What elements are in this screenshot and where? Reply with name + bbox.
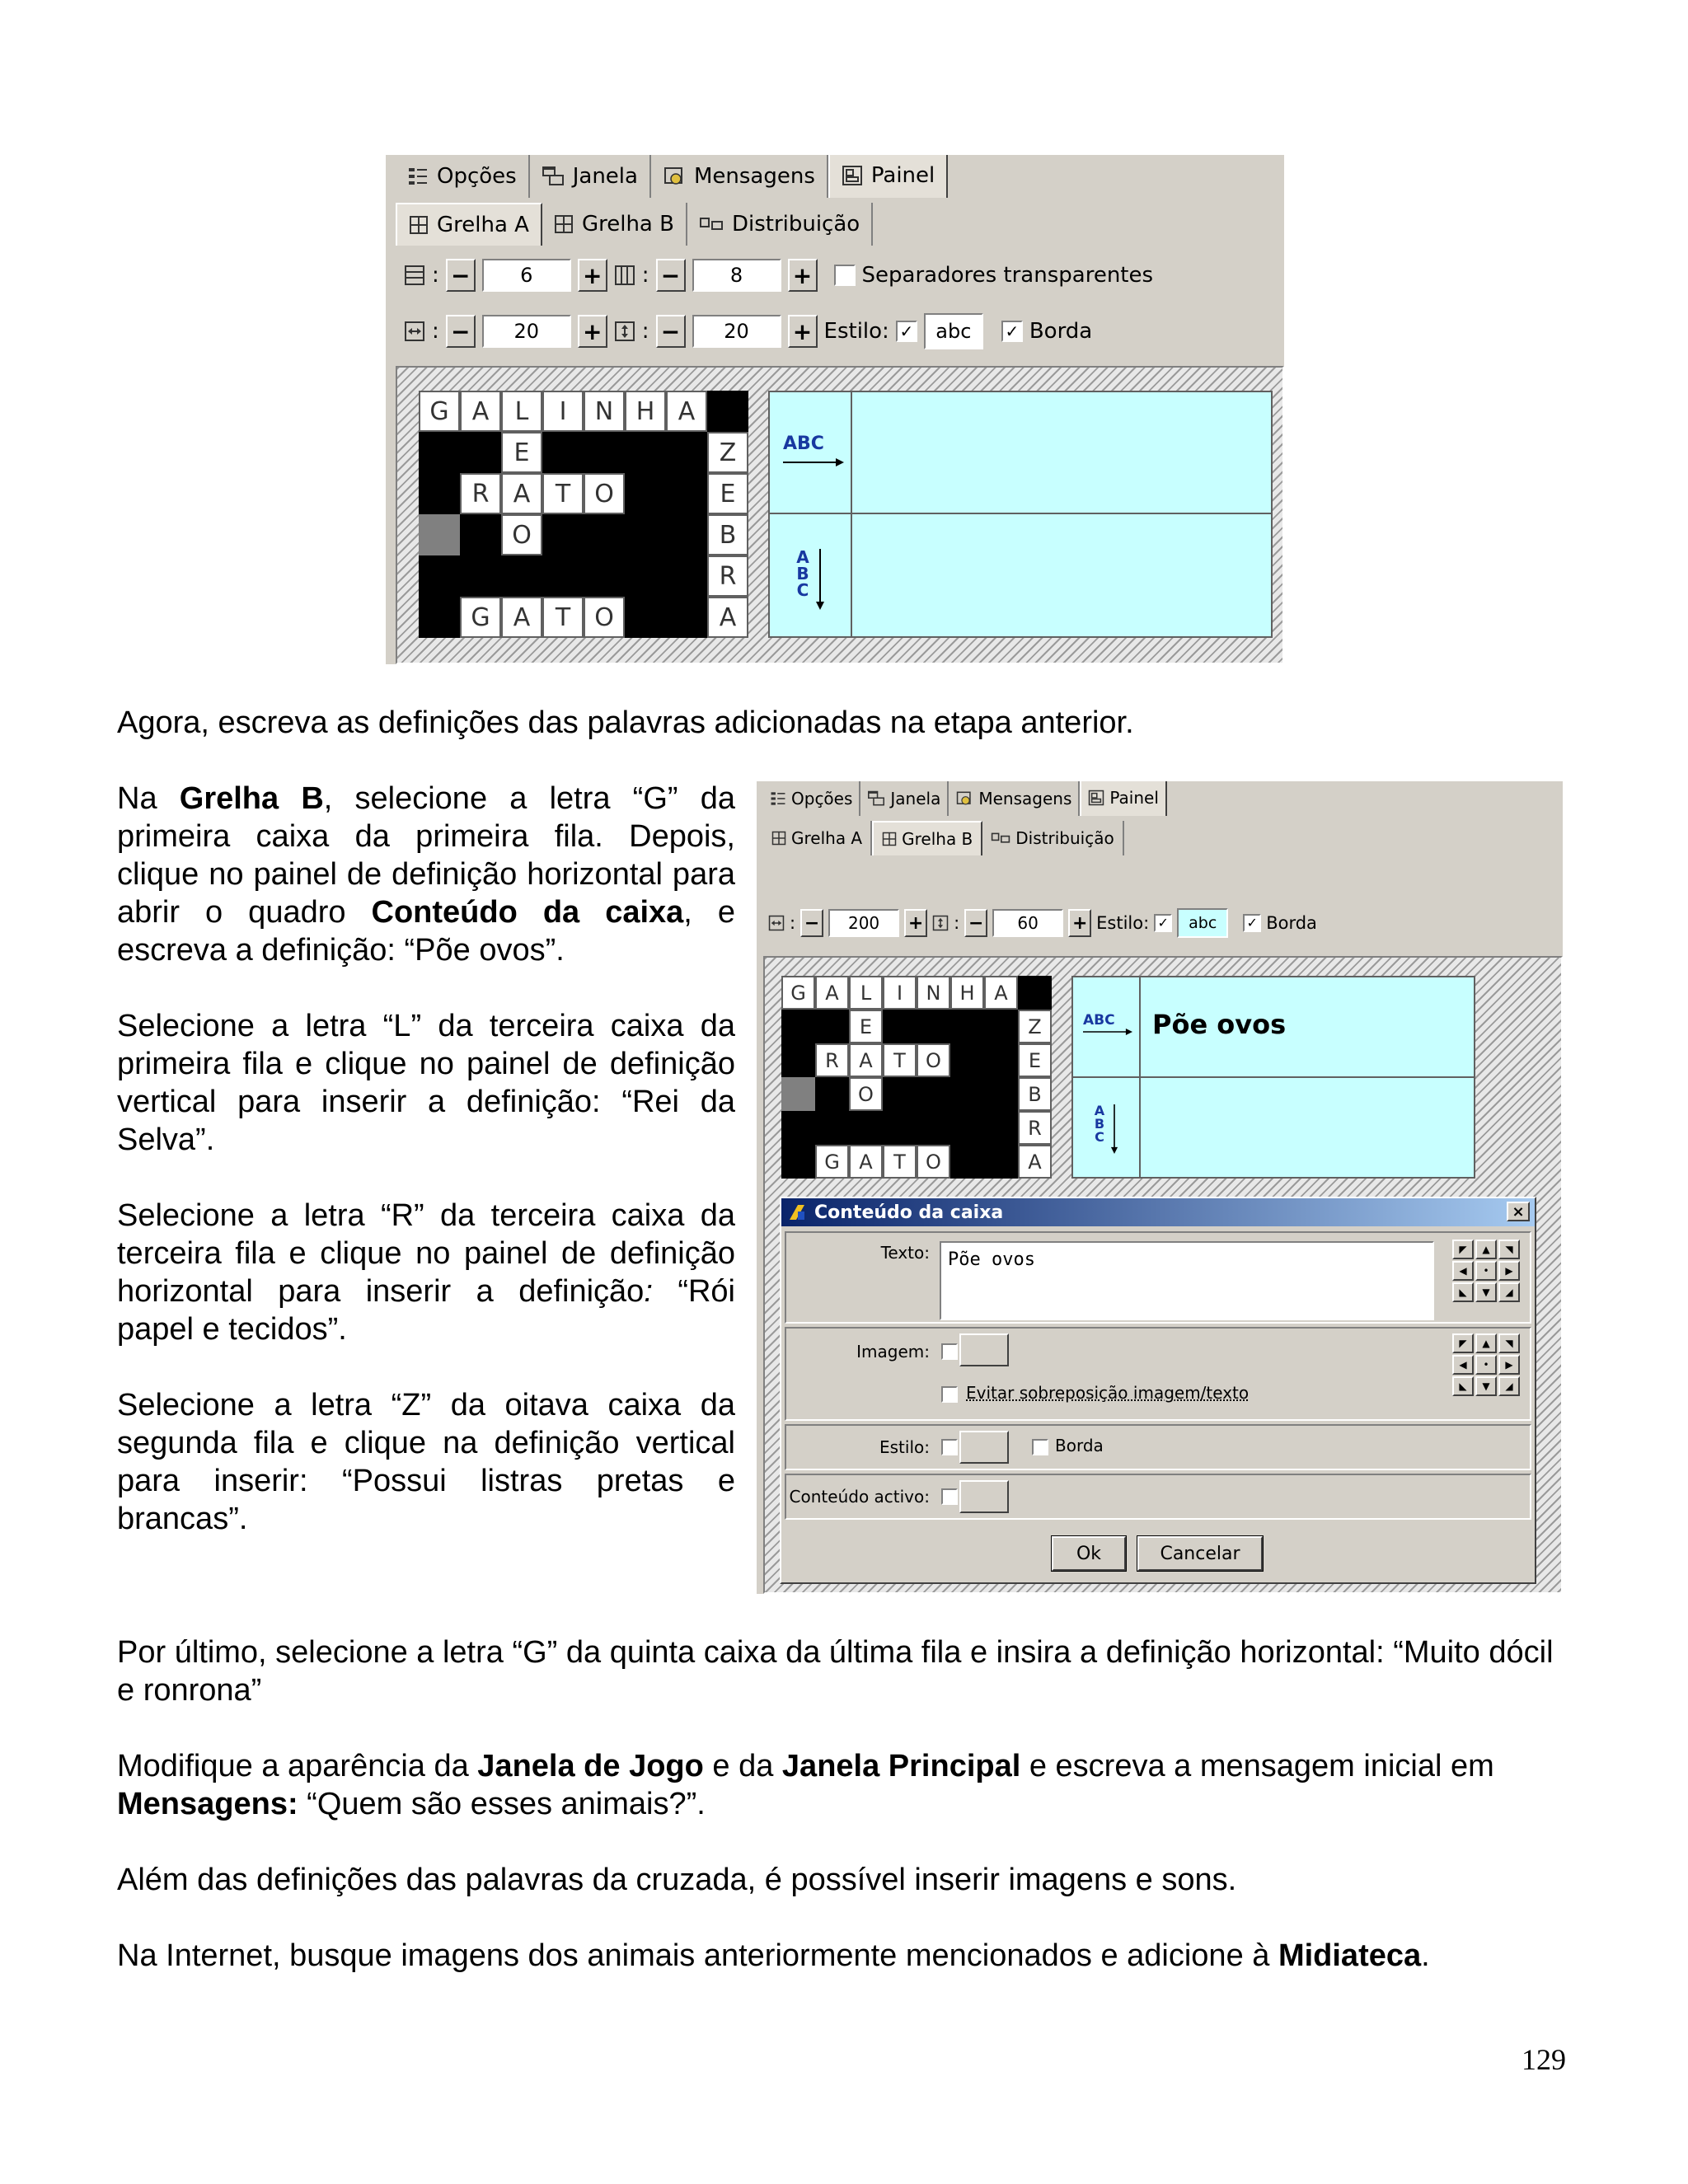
cols-input[interactable]: 8 — [692, 259, 781, 292]
columns-icon — [614, 265, 635, 286]
grid-cell[interactable]: B — [707, 514, 748, 555]
grid-cell[interactable]: O — [917, 1043, 950, 1077]
cols-minus-button[interactable]: − — [656, 259, 686, 292]
evitar-sobreposicao-label: Evitar sobreposição imagem/texto — [966, 1383, 1250, 1403]
border-label: Borda — [1266, 913, 1317, 933]
grid-cell[interactable]: A — [501, 473, 542, 514]
borda-checkbox[interactable] — [1032, 1439, 1048, 1455]
tab-grelha-a[interactable] — [763, 821, 872, 855]
grid-icon — [771, 831, 786, 846]
height-input[interactable]: 20 — [692, 315, 781, 348]
grid-icon — [882, 832, 897, 846]
grid-cell[interactable]: O — [917, 1145, 950, 1179]
horizontal-definition-icon[interactable]: ABC — [1083, 1012, 1115, 1029]
tab-painel[interactable] — [828, 155, 948, 198]
paragraph-internet: Na Internet, busque imagens dos animais anteriormente mencionados e adicione à Midiateca. — [117, 1938, 1430, 1973]
grid-cell-selected[interactable] — [781, 1077, 815, 1111]
height-input[interactable]: 60 — [992, 909, 1063, 937]
grid-cell[interactable]: A — [707, 597, 748, 638]
grid-cell[interactable]: A — [460, 391, 501, 432]
width-plus-button[interactable]: + — [904, 909, 927, 937]
colon: : — [641, 319, 649, 344]
imagem-section — [785, 1327, 1531, 1421]
size-style-controls — [768, 907, 1317, 940]
tab-opcoes[interactable] — [763, 781, 860, 816]
width-minus-button[interactable]: − — [446, 315, 476, 348]
grid-cell[interactable]: L — [849, 976, 883, 1010]
bold-conteudo-da-caixa: Conteúdo da caixa — [371, 895, 684, 930]
preview-area — [396, 366, 1284, 664]
text-alignment-grid[interactable]: ◤ ▲ ◥ ◀ • ▶ ◣ ▼ ◢ — [1452, 1240, 1520, 1302]
conteudo-activo-label: Conteúdo activo: — [789, 1487, 930, 1507]
height-minus-button[interactable]: − — [656, 315, 686, 348]
width-input[interactable]: 200 — [828, 909, 899, 937]
style-sample[interactable]: abc — [924, 313, 983, 349]
arrow-right-icon — [1083, 1027, 1132, 1037]
estilo-label: Estilo: — [879, 1437, 930, 1457]
grid-cell[interactable]: G — [781, 976, 815, 1010]
paragraph-grelha-b: Na Grelha B, selecione a letra “G” da primeira caixa da primeira fila. Depois, clique no painel de definição horizontal para abrir o quadro Conteúdo da caixa, e escreva a definição: “Põe ovos”. — [117, 781, 736, 968]
tab-label: Painel — [870, 163, 935, 188]
grid-cell[interactable]: T — [883, 1145, 917, 1179]
colon: : — [641, 263, 649, 288]
width-icon — [404, 321, 425, 342]
tab-distribuicao[interactable] — [982, 821, 1123, 855]
grid-cell[interactable]: E — [707, 473, 748, 514]
bold-midiateca: Midiateca — [1278, 1938, 1422, 1973]
messages-icon — [663, 166, 686, 187]
dialog-title: Conteúdo da caixa — [814, 1202, 1004, 1223]
conteudo-da-caixa-dialog — [780, 1197, 1536, 1584]
definitions-panel — [768, 391, 1273, 638]
tab-janela[interactable] — [530, 155, 651, 198]
messages-icon — [955, 790, 973, 807]
tab-grelha-b[interactable] — [872, 821, 982, 855]
tab-label: Grelha B — [902, 829, 973, 849]
grid-cell[interactable]: I — [542, 391, 584, 432]
width-minus-button[interactable]: − — [800, 909, 823, 937]
tab-label: Mensagens — [693, 164, 815, 189]
grid-cell[interactable]: G — [815, 1145, 849, 1179]
grid-cell[interactable]: A — [984, 976, 1018, 1010]
paragraph-letra-l: Selecione a letra “L” da terceira caixa da primeira fila e clique no painel de definição vertical para inserir a definição: “Rei da Selva”. — [117, 1009, 735, 1157]
vertical-definition-icon[interactable]: A B C — [793, 549, 813, 598]
horizontal-definition-text[interactable]: Põe ovos — [1152, 1009, 1287, 1040]
grid-cell[interactable]: E — [849, 1010, 883, 1043]
panel-icon — [842, 165, 863, 186]
grid-cell[interactable]: T — [883, 1043, 917, 1077]
height-plus-button[interactable]: + — [788, 315, 818, 348]
paragraph-alem: Além das definições das palavras da cruzada, é possível inserir imagens e sons. — [117, 1863, 1237, 1897]
estilo-checkbox[interactable] — [941, 1439, 958, 1455]
grid-cell[interactable]: A — [815, 976, 849, 1010]
tab-grelha-a[interactable] — [396, 203, 542, 246]
definitions-panel — [1071, 976, 1475, 1179]
close-button[interactable]: × — [1507, 1202, 1530, 1221]
grid-cell[interactable]: R — [815, 1043, 849, 1077]
colon: : — [432, 319, 439, 344]
style-sample[interactable]: abc — [1177, 908, 1228, 938]
width-input[interactable]: 20 — [482, 315, 571, 348]
bold-janela-de-jogo: Janela de Jogo — [477, 1749, 704, 1783]
conteudo-activo-checkbox[interactable] — [941, 1488, 958, 1505]
bold-mensagens: Mensagens: — [117, 1787, 298, 1821]
imagem-picker-button[interactable] — [959, 1333, 1009, 1366]
dialog-title-bar — [781, 1198, 1535, 1226]
grid-cell[interactable]: O — [501, 514, 542, 555]
grid-cell[interactable]: I — [883, 976, 917, 1010]
window-icon — [867, 790, 885, 807]
grid-cell[interactable]: A — [1018, 1145, 1052, 1179]
grid-cell[interactable]: O — [584, 473, 625, 514]
menu-tabs — [386, 155, 1284, 198]
paragraph-intro: Agora, escreva as definições das palavras adicionadas na etapa anterior. — [117, 705, 1134, 740]
grid-cell[interactable]: B — [1018, 1077, 1052, 1111]
grid-cell[interactable]: H — [950, 976, 984, 1010]
grid-subtabs — [757, 821, 1563, 855]
imagem-label: Imagem: — [856, 1342, 930, 1361]
width-plus-button[interactable]: + — [578, 315, 607, 348]
grid-cell[interactable]: T — [542, 597, 584, 638]
grid-cell[interactable]: T — [542, 473, 584, 514]
paragraph-letra-z: Selecione a letra “Z” da oitava caixa da segunda fila e clique na definição vertical para inserir: “Possui listras pretas e brancas”. — [117, 1388, 735, 1536]
tab-label: Grelha B — [581, 212, 674, 237]
rows-minus-button[interactable]: − — [446, 259, 476, 292]
tab-mensagens[interactable] — [949, 781, 1080, 816]
grid-icon — [409, 215, 429, 235]
grid-cell[interactable]: O — [849, 1077, 883, 1111]
tab-label: Opções — [437, 164, 517, 189]
estilo-section — [785, 1424, 1531, 1470]
cancel-button[interactable]: Cancelar — [1137, 1536, 1263, 1571]
grid-cell[interactable]: O — [584, 597, 625, 638]
arrow-down-icon — [814, 549, 826, 610]
height-icon — [932, 915, 949, 931]
grid-cell[interactable]: G — [460, 597, 501, 638]
tab-label: Distribuição — [1015, 828, 1114, 848]
border-checkbox[interactable]: ✓ — [1001, 321, 1023, 342]
tab-label: Painel — [1109, 788, 1159, 808]
tab-label: Grelha A — [791, 828, 863, 848]
tab-painel[interactable] — [1080, 781, 1167, 816]
evitar-sobreposicao-checkbox[interactable] — [941, 1386, 958, 1403]
app-icon — [786, 1202, 808, 1223]
style-checkbox[interactable]: ✓ — [1154, 914, 1172, 932]
paragraph-modifique: Modifique a aparência da Janela de Jogo e da Janela Principal e escreva a mensagem inicial em Mensagens: “Quem são esses animais?”. — [117, 1749, 1494, 1821]
tab-label: Janela — [572, 164, 638, 189]
cols-plus-button[interactable]: + — [788, 259, 818, 292]
size-style-controls — [404, 313, 1092, 349]
grid-cell[interactable]: A — [501, 597, 542, 638]
rows-plus-button[interactable]: + — [578, 259, 607, 292]
grid-cell[interactable]: A — [849, 1043, 883, 1077]
height-minus-button[interactable]: − — [964, 909, 987, 937]
tab-distribuicao[interactable] — [687, 203, 873, 246]
grid-cell[interactable]: Z — [707, 432, 748, 473]
grid-cell[interactable]: A — [666, 391, 707, 432]
grid-cell-selected[interactable] — [419, 514, 460, 555]
tab-label: Janela — [890, 789, 941, 808]
borda-label: Borda — [1055, 1436, 1104, 1455]
panel-screenshot-right — [757, 781, 1563, 1594]
distribution-icon — [699, 216, 724, 232]
texto-textarea[interactable]: Põe ovos — [940, 1241, 1434, 1320]
panel-screenshot-top — [386, 155, 1284, 664]
grid-icon — [554, 214, 574, 234]
distribution-icon — [991, 832, 1010, 845]
grid-subtabs — [386, 203, 1284, 246]
rows-input[interactable]: 6 — [482, 259, 571, 292]
tab-label: Distribuição — [731, 212, 860, 237]
grid-cell[interactable]: N — [917, 976, 950, 1010]
vertical-definition-icon[interactable]: A B C — [1091, 1104, 1108, 1144]
grid-cell[interactable]: E — [501, 432, 542, 473]
grid-cell[interactable]: R — [1018, 1111, 1052, 1145]
preview-area — [763, 956, 1563, 1594]
crossword-grid — [781, 976, 1052, 1179]
tab-opcoes[interactable] — [396, 155, 530, 198]
bold-janela-principal: Janela Principal — [781, 1749, 1021, 1783]
panel-icon — [1088, 790, 1104, 806]
imagem-checkbox[interactable] — [941, 1343, 958, 1360]
tab-label: Opções — [791, 789, 853, 808]
tab-mensagens[interactable] — [651, 155, 828, 198]
height-icon — [614, 321, 635, 342]
transparent-separators-label: Separadores transparentes — [861, 263, 1154, 288]
paragraph-por-ultimo: Por último, selecione a letra “G” da quinta caixa da última fila e insira a definição horizontal: “Muito dócil e ronrona” — [117, 1635, 1554, 1708]
tab-label: Grelha A — [437, 213, 529, 237]
grid-cell[interactable]: R — [707, 555, 748, 597]
style-checkbox[interactable]: ✓ — [896, 321, 917, 342]
paragraph-letra-r: Selecione a letra “R” da terceira caixa da terceira fila e clique no painel de definição horizontal para inserir a definição: “Rói papel e tecidos”. — [117, 1198, 735, 1347]
rows-icon — [404, 265, 425, 286]
texto-section — [785, 1231, 1531, 1324]
tab-grelha-b[interactable] — [542, 203, 687, 246]
crossword-grid — [419, 391, 748, 638]
grid-cell[interactable]: H — [625, 391, 666, 432]
grid-cell[interactable]: R — [460, 473, 501, 514]
estilo-picker-button[interactable] — [959, 1431, 1009, 1464]
ok-button[interactable]: Ok — [1052, 1536, 1126, 1571]
conteudo-activo-section — [785, 1474, 1531, 1520]
conteudo-activo-picker-button[interactable] — [959, 1480, 1009, 1513]
tab-label: Mensagens — [978, 789, 1072, 808]
grid-cell[interactable]: N — [584, 391, 625, 432]
rows-cols-controls — [404, 257, 1153, 293]
bold-grelha-b: Grelha B — [179, 781, 324, 816]
horizontal-definition-icon[interactable]: ABC — [783, 434, 824, 454]
page-number: 129 — [1522, 2043, 1566, 2076]
image-alignment-grid[interactable]: ◤ ▲ ◥ ◀ • ▶ ◣ ▼ ◢ — [1452, 1333, 1520, 1396]
grid-cell[interactable]: G — [419, 391, 460, 432]
arrow-right-icon — [783, 457, 844, 468]
colon: : — [954, 913, 960, 933]
texto-label: Texto: — [880, 1243, 930, 1263]
width-icon — [768, 915, 785, 931]
grid-cell[interactable]: A — [849, 1145, 883, 1179]
transparent-separators-checkbox[interactable] — [834, 265, 856, 286]
grid-cell[interactable]: E — [1018, 1043, 1052, 1077]
grid-cell[interactable]: L — [501, 391, 542, 432]
colon: : — [790, 913, 796, 933]
window-icon — [542, 166, 565, 187]
border-label: Borda — [1029, 319, 1093, 344]
tab-janela[interactable] — [860, 781, 949, 816]
options-icon — [407, 166, 429, 187]
height-plus-button[interactable]: + — [1068, 909, 1091, 937]
style-label: Estilo: — [823, 319, 889, 344]
border-checkbox[interactable]: ✓ — [1243, 914, 1261, 932]
grid-cell[interactable]: Z — [1018, 1010, 1052, 1043]
colon: : — [432, 263, 439, 288]
style-label: Estilo: — [1096, 913, 1150, 933]
arrow-down-icon — [1109, 1104, 1119, 1154]
options-icon — [770, 790, 786, 807]
menu-tabs — [757, 781, 1563, 816]
